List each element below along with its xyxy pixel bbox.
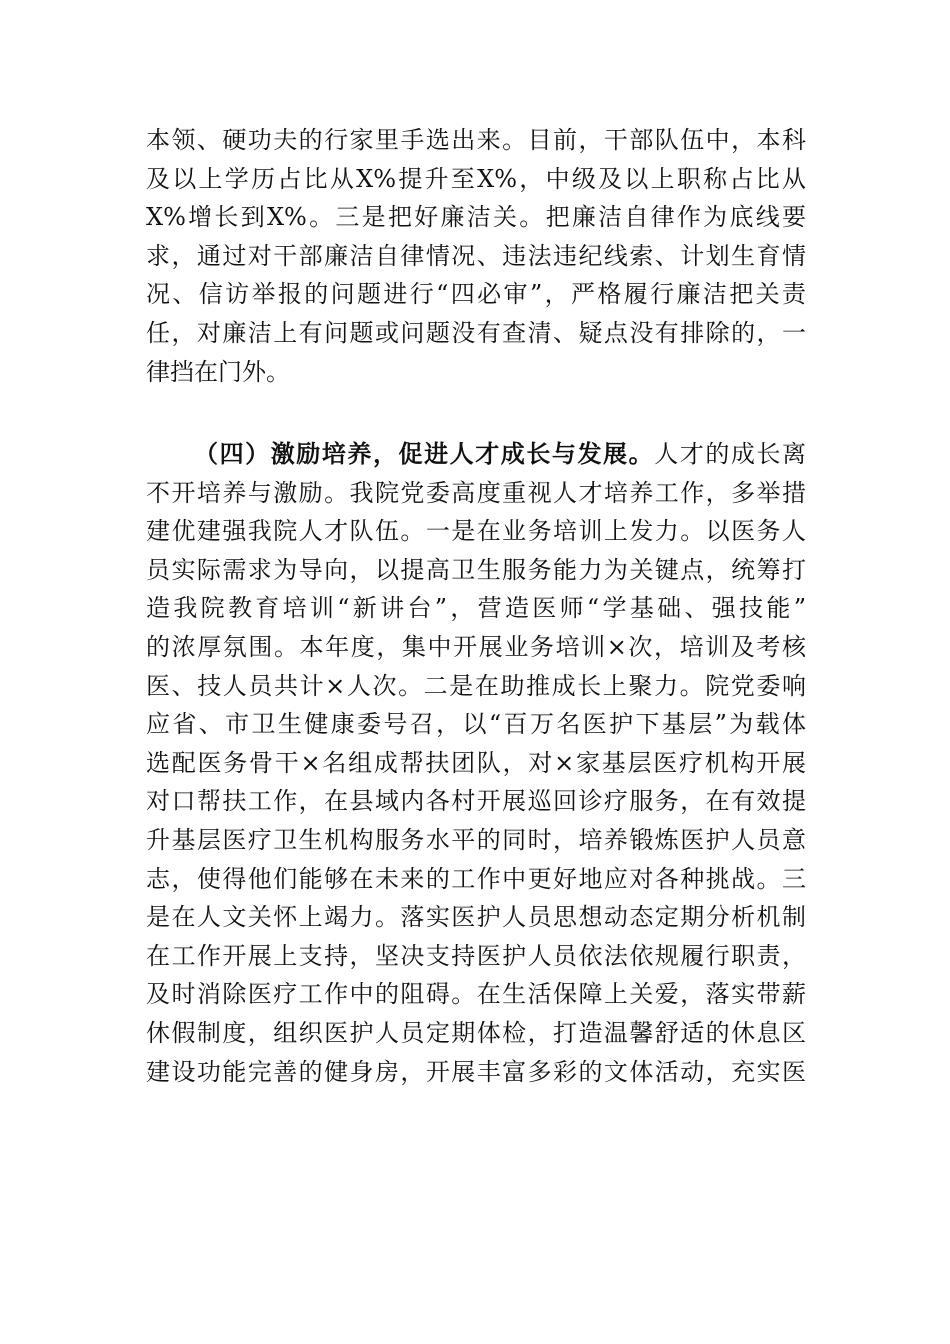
text-line: 员实际需求为导向，以提高卫生服务能力为关键点，统筹打 — [146, 555, 806, 584]
section-first-line — [146, 435, 806, 474]
text-line: 况、信访举报的问题进行“四必审”，严格履行廉洁把关责 — [146, 280, 806, 309]
text-line: 志，使得他们能够在未来的工作中更好地应对各种挑战。三 — [146, 864, 806, 893]
text-line: 求，通过对干部廉洁自律情况、违法违纪线索、计划生育情 — [146, 241, 806, 270]
text-line: 在工作开展上支持，坚决支持医护人员依法依规履行职责， — [146, 941, 806, 970]
text-line: 不开培养与激励。我院党委高度重视人才培养工作，多举措 — [146, 478, 806, 507]
text-line: 应省、市卫生健康委号召，以“百万名医护下基层”为载体 — [146, 710, 806, 739]
text-line: 律挡在门外。 — [146, 357, 290, 386]
text-line: 造我院教育培训“新讲台”，营造医师“学基础、强技能” — [146, 594, 806, 623]
text-line: 是在人文关怀上竭力。落实医护人员思想动态定期分析机制 — [146, 903, 806, 932]
text-line: 建优建强我院人才队伍。一是在业务培训上发力。以医务人 — [146, 517, 806, 546]
text-line: 及以上学历占比从X%提升至X%，中级及以上职称占比从 — [146, 164, 806, 193]
text-line: 任，对廉洁上有问题或问题没有查清、疑点没有排除的，一 — [146, 318, 806, 347]
text-line: 选配医务骨干×名组成帮扶团队，对×家基层医疗机构开展 — [146, 748, 806, 777]
text-line: X%增长到X%。三是把好廉洁关。把廉洁自律作为底线要 — [146, 203, 806, 232]
text-line: 建设功能完善的健身房，开展丰富多彩的文体活动，充实医 — [146, 1057, 806, 1086]
paragraph-selection-discipline — [146, 121, 806, 391]
text-line: 及时消除医疗工作中的阻碍。在生活保障上关爱，落实带薪 — [146, 980, 806, 1009]
text-line: 升基层医疗卫生机构服务水平的同时，培养锻炼医护人员意 — [146, 825, 806, 854]
section-heading: （四）激励培养，促进人才成长与发展。 — [194, 439, 655, 468]
text-line: 对口帮扶工作，在县域内各村开展巡回诊疗服务，在有效提 — [146, 787, 806, 816]
text-line: 休假制度，组织医护人员定期体检，打造温馨舒适的休息区 — [146, 1018, 806, 1047]
text-line: 的浓厚氛围。本年度，集中开展业务培训×次，培训及考核 — [146, 632, 806, 661]
text-fragment: 人才的成长离 — [654, 440, 807, 468]
paragraph-incentive-training — [146, 435, 806, 1091]
text-line: 本领、硬功夫的行家里手选出来。目前，干部队伍中，本科 — [146, 126, 806, 154]
text-line: 医、技人员共计×人次。二是在助推成长上聚力。院党委响 — [146, 671, 806, 700]
